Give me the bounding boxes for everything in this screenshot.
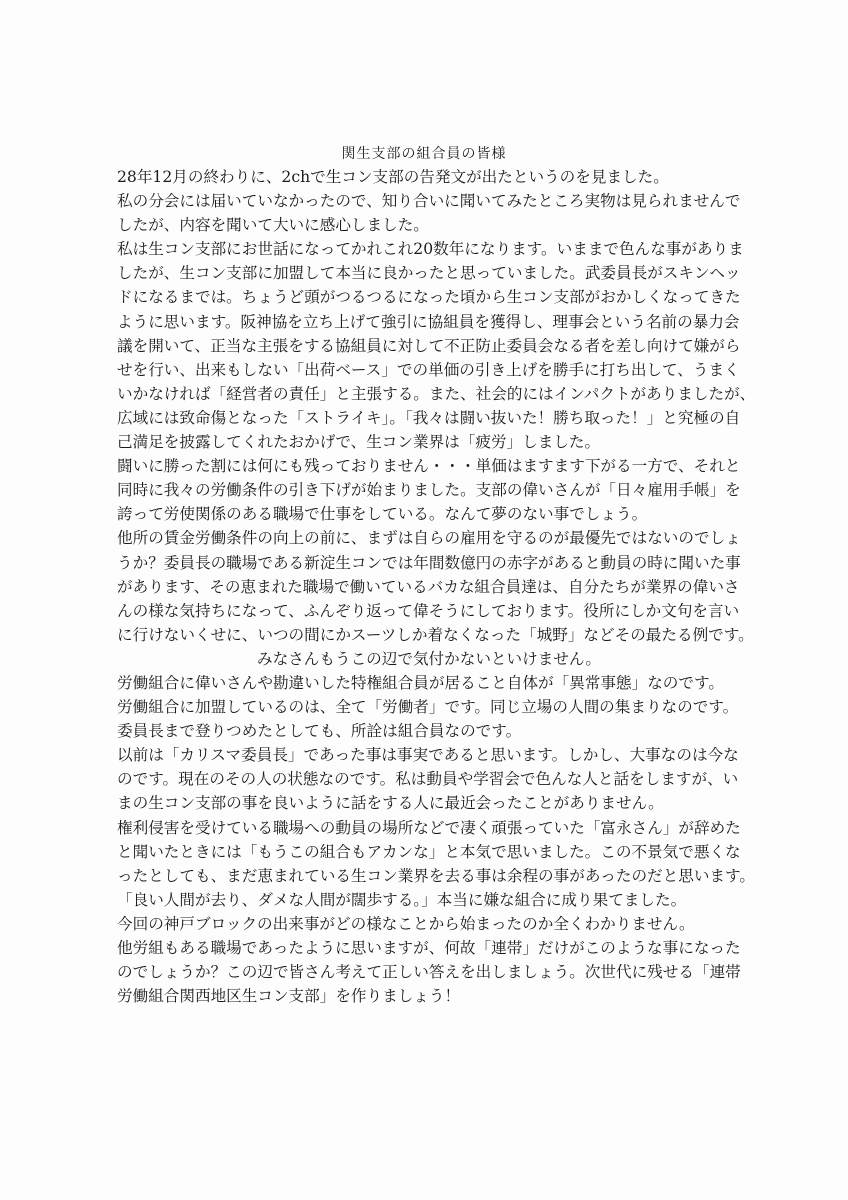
body-line: せを行い、出来もしない「出荷ベース」での単価の引き上げを勝手に打ち出して、うまく [117,360,740,379]
body-line: うか？委員長の職場である新淀生コンでは年間数億円の赤字があると動員の時に聞いた事 [117,553,741,572]
body-line: 闘いに勝った割には何にも残っておりません・・・単価はますます下がる一方で、それと [117,457,741,476]
body-line: 「良い人間が去り、ダメな人間が闊歩する。」本当に嫌な組合に成り果てました。 [117,890,687,909]
body-line: に行けないくせに、いつの間にかスーツしか着なくなった「城野」などその最たる例です。 [117,625,754,644]
body-line: まの生コン支部の事を良いように話をする人に最近会ったことがありません。 [117,794,664,813]
body-line: したが、生コン支部に加盟して本当に良かったと思っていました。武委員長がスキンヘッ [117,264,741,283]
body-line: 私の分会には届いていなかったので、知り合いに聞いてみたところ実物は見られませんで [117,192,741,211]
body-line: 私は生コン支部にお世話になってかれこれ20数年になります。いままで色んな事がありま [117,240,744,259]
document-body [117,165,757,1008]
body-line: ドになるまでは。ちょうど頭がつるつるになった頃から生コン支部がおかしくなってきた [117,288,741,307]
body-line: のです。現在のその人の状態なのです。私は動員や学習会で色んな人と話をしますが、い [117,770,739,789]
body-line: 誇って労使関係のある職場で仕事をしている。なんて夢のない事でしょう。 [117,505,648,524]
body-line: 己満足を披露してくれたおかげで、生コン業界は「疲労」しました。 [117,433,601,452]
body-line: があります、その恵まれた職場で働いているバカな組合員達は、自分たちが業界の偉いさ [117,577,740,596]
body-line: 以前は「カリスマ委員長」であった事は事実であると思います。しかし、大事なのは今な [117,746,739,765]
body-line: 他所の賃金労働条件の向上の前に、まずは自らの雇用を守るのが最優先ではないのでしょ [117,529,741,548]
body-line: 28年12月の終わりに、2chで生コン支部の告発文が出たというのを見ました。 [117,168,669,186]
body-line: 労働組合に偉いさんや勘違いした特権組合員が居ること自体が「異常事態」なのです。 [117,673,724,692]
document-title: 関生支部の組合員の皆様 [341,146,507,162]
body-line: 議を開いて、正当な主張をする協組員に対して不正防止委員会なる者を差し向けて嫌がら [117,336,741,355]
body-line: 労働組合に加盟しているのは、全て「労働者」です。同じ立場の人間の集まりなのです。 [117,698,739,717]
body-line: いかなければ「経営者の責任」と主張する。また、社会的にはインパクトがありましたが、 [117,384,756,403]
body-line: 委員長まで登りつめたとしても、所詮は組合員なのです。 [117,722,522,741]
body-line: 同時に我々の労働条件の引き下げが始まりました。支部の偉いさんが「日々雇用手帳」を [117,481,741,500]
body-line: 今回の神戸ブロックの出来事がどの様なことから始まったのか全くわかりません。 [117,914,695,933]
body-line: 広域には致命傷となった「ストライキ」。「我々は闘い抜いた！勝ち取った！」と究極の自 [117,408,741,427]
body-line: ように思います。阪神協を立ち上げて強引に協組員を獲得し、理事会という名前の暴力会 [117,312,740,331]
body-line: ったとしても、まだ恵まれている生コン業界を去る事は余程の事があったのだと思います。 [117,866,755,885]
body-line: 権利侵害を受けている職場への動員の場所などで凄く頑張っていた「富永さん」が辞めた [117,818,741,837]
body-line: したが、内容を聞いて大いに感心しました。 [117,216,429,235]
body-line: と聞いたときには「もうこの組合もアカンな」と本気で思いました。この不景気で悪くな [117,842,741,861]
body-line: 他労組もある職場であったように思いますが、何故「連帯」だけがこのような事になった [117,939,741,957]
body-line: 労働組合関西地区生コン支部」を作りましょう！ [117,987,461,1006]
centered-line: みなさんもうこの辺で気付かないといけません。 [257,649,601,668]
body-line: んの様な気持ちになって、ふんぞり返って偉そうにしております。役所にしか文句を言い [117,601,740,620]
body-line: のでしょうか？この辺で皆さん考えて正しい答えを出しましょう。次世代に残せる「連帯 [117,963,741,982]
